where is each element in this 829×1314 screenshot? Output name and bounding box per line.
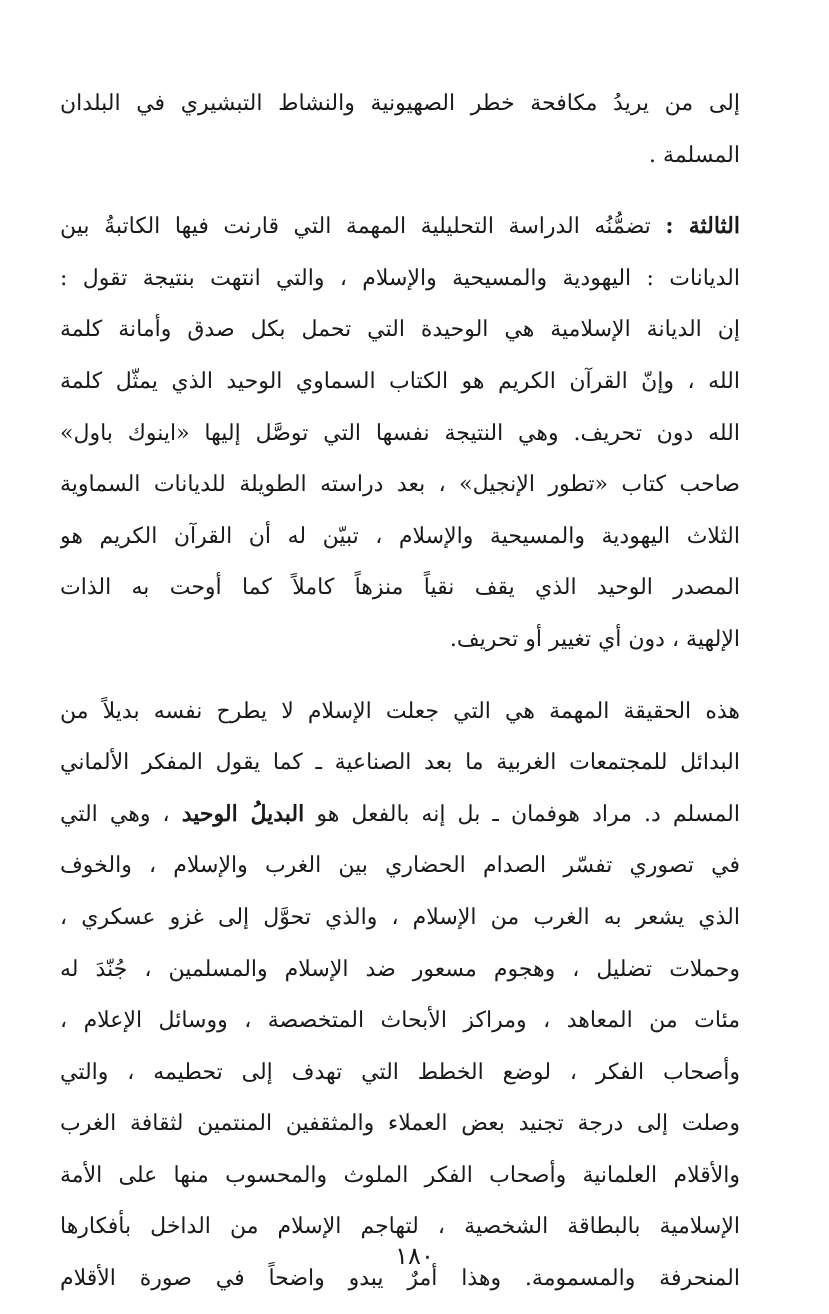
text-line: إلى من يريدُ مكافحة خطر الصهيونية والنشاط التبشيري في البلدان [60,91,740,116]
text-run: تضمُّنُه الدراسة التحليلية المهمة التي قارنت فيها الكاتبةُ بين [60,214,666,240]
text-line: وصلت إلى درجة تجنيد بعض العملاء والمثقفين المنتمين لثقافة الغرب [60,1111,740,1137]
text-line: المسلمة . [649,142,740,168]
text-line: وحملات تضليل ، وهجوم مسعور ضد الإسلام والمسلمين ، جُنّدَ له [60,956,740,982]
text-line: المنحرفة والمسمومة. وهذا أمرٌ يبدو واضحاً في صورة الأقلام [60,1266,740,1292]
paragraph-1 [60,78,740,181]
text-line: إن الديانة الإسلامية هي الوحيدة التي تحمل بكل صدق وأمانة كلمة [60,317,740,343]
text-line: مئات من المعاهد ، ومراكز الأبحاث المتخصصة ، ووسائل الإعلام ، [60,1008,740,1034]
text-line: المصدر الوحيد الذي يقف نقياً منزهاً كاملاً كما أوحت به الذات [60,575,740,601]
text-line: الإسلامية بالبطاقة الشخصية ، لتهاجم الإسلام من الداخل بأفكارها [60,1214,740,1240]
paragraph-2 [60,201,740,665]
text-line: وأصحاب الفكر ، لوضع الخطط التي تهدف إلى تحطيمه ، والتي [60,1059,740,1085]
page-number: ١٨٠ [395,1242,434,1270]
text-line: الديانات : اليهودية والمسيحية والإسلام ، والتي انتهت بنتيجة تقول : [60,265,740,291]
text-line: الذي يشعر به الغرب من الإسلام ، والذي تحوَّل إلى غزو عسكري ، [60,904,740,930]
text-line: الله دون تحريف. وهي النتيجة نفسها التي توصَّل إليها «اينوك باول» [60,420,740,446]
text-line: والأقلام العلمانية وأصحاب الفكر الملوث والمحسوب منها على الأمة [60,1162,740,1188]
text-line: الإلهية ، دون أي تغيير أو تحريف. [449,626,740,652]
text-line: في تصوري تفسّر الصدام الحضاري بين الغرب والإسلام ، والخوف [60,853,740,879]
page-body [60,78,740,1305]
text-run: المسلم د. مراد هوفمان ـ بل إنه بالفعل هو [304,801,740,827]
text-line: البدائل للمجتمعات الغربية ما بعد الصناعية ـ كما يقول المفكر الألماني [60,750,740,776]
text-line: صاحب كتاب «تطور الإنجيل» ، بعد دراسته الطويلة للديانات السماوية [60,472,740,498]
section-lead: الثالثة : [665,213,740,240]
paragraph-3 [60,686,740,1305]
text-line: الله ، وإنّ القرآن الكريم هو الكتاب السماوي الوحيد الذي يمثّل كلمة [60,368,740,394]
text-line: هذه الحقيقة المهمة هي التي جعلت الإسلام لا يطرح نفسه بديلاً من [60,698,740,724]
emphasis-text: البديلُ الوحيد [181,800,305,827]
text-run: ، وهي التي [60,801,182,827]
text-line: الثلاث اليهودية والمسيحية والإسلام ، تبيّن له أن القرآن الكريم هو [60,523,740,549]
text-line [60,201,740,253]
text-line [60,789,740,841]
